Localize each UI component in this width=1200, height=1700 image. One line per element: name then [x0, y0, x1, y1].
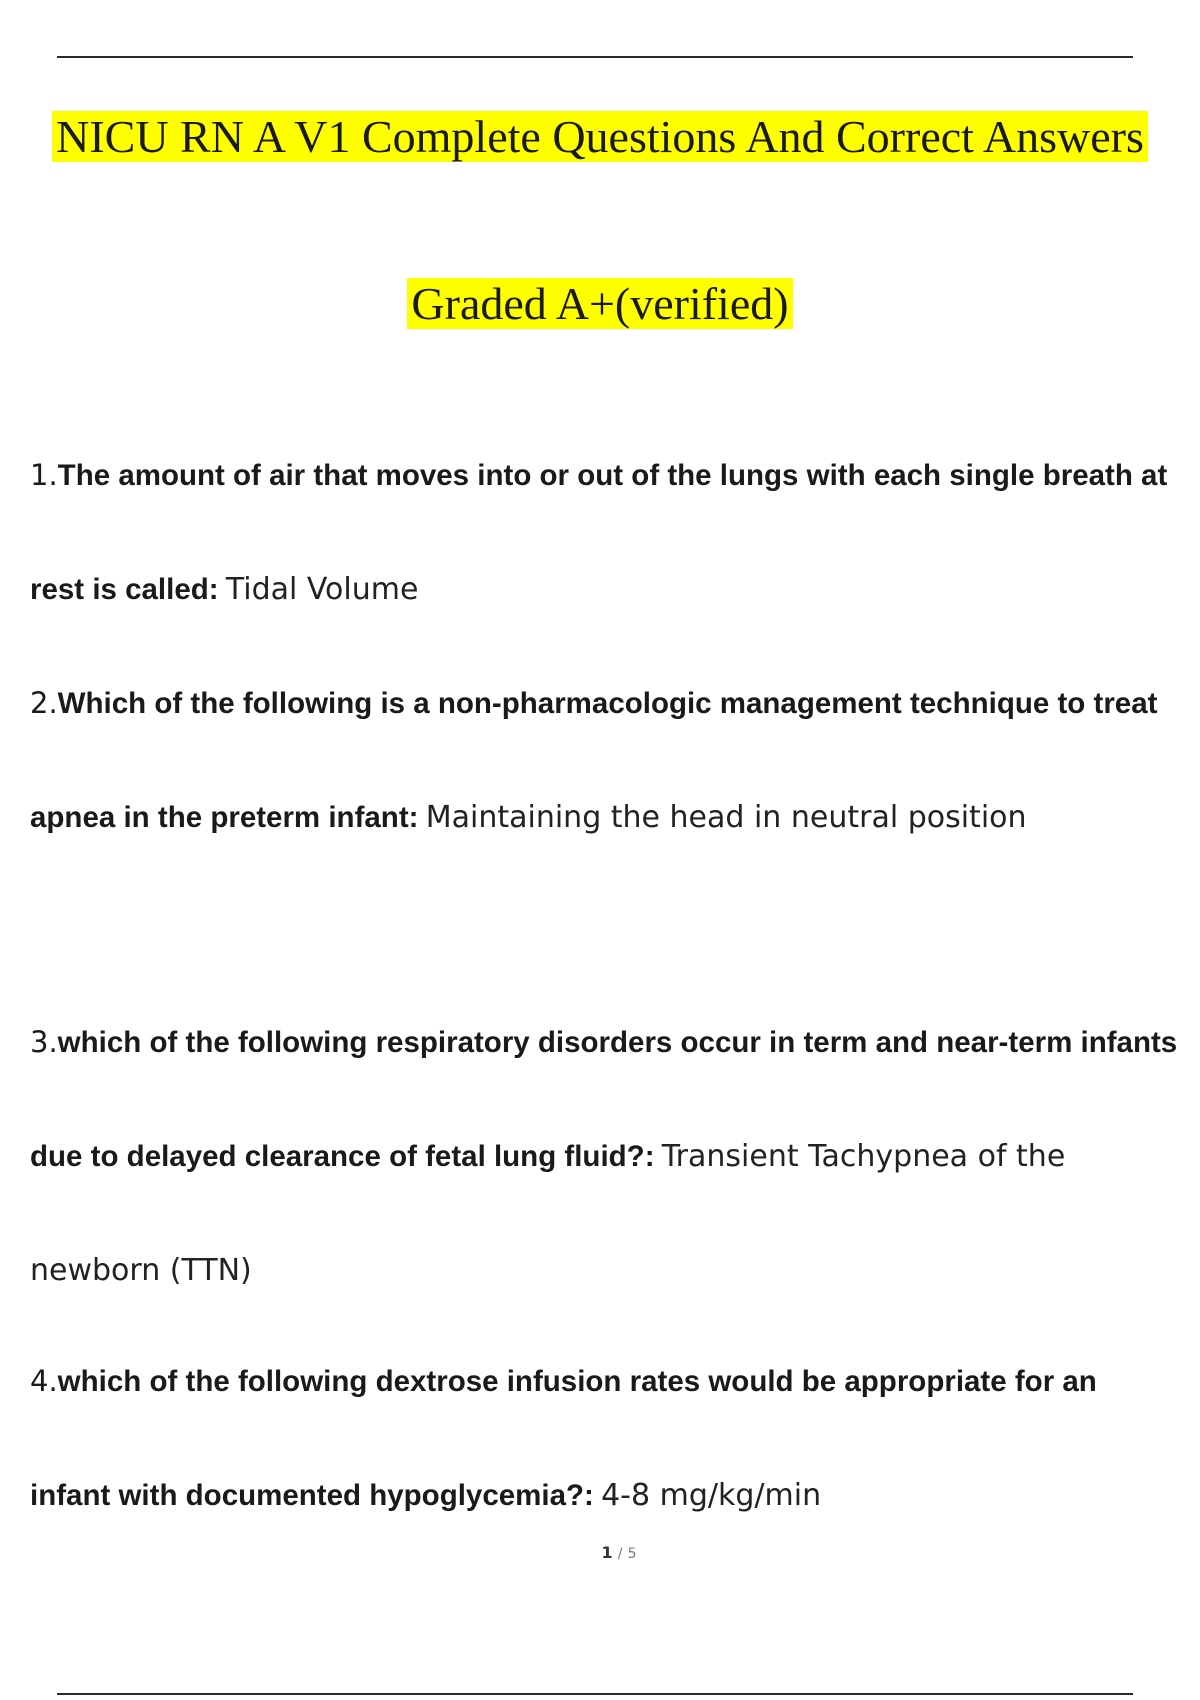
question-item-3	[30, 986, 1180, 1328]
bottom-rule	[57, 1693, 1133, 1695]
question-item-4	[30, 1325, 1180, 1553]
total-pages: 5	[627, 1546, 637, 1562]
title-line-2	[0, 276, 1200, 332]
page-indicator	[0, 1543, 1200, 1562]
question-text: Which of the following is a non-pharmacologic management technique to treat apnea in the preterm infant:	[30, 687, 1158, 834]
current-page: 1	[601, 1543, 613, 1562]
title-highlight-2: Graded A+(verified)	[407, 278, 792, 329]
top-rule	[57, 56, 1133, 58]
question-item-1	[30, 419, 1180, 647]
question-number: 3.	[30, 1025, 58, 1059]
answer-text: Transient Tachypnea of the newborn (TTN)	[30, 1139, 1066, 1288]
question-number: 4.	[30, 1364, 58, 1398]
answer-text: 4-8 mg/kg/min	[601, 1478, 822, 1513]
title-line-1	[0, 109, 1200, 165]
title-highlight-1: NICU RN A V1 Complete Questions And Correct Answers	[52, 111, 1148, 162]
question-number: 1.	[30, 458, 58, 492]
answer-text: Tidal Volume	[225, 572, 419, 607]
question-text: which of the following dextrose infusion rates would be appropriate for an infant with documented hypoglycemia?:	[30, 1365, 1097, 1512]
answer-text: Maintaining the head in neutral position	[425, 800, 1027, 835]
page-separator: /	[617, 1546, 623, 1562]
question-item-2	[30, 647, 1180, 875]
question-text: which of the following respiratory disorders occur in term and near-term infants due to delayed clearance of fetal lung fluid?:	[30, 1026, 1178, 1173]
question-number: 2.	[30, 686, 58, 720]
question-text: The amount of air that moves into or out of the lungs with each single breath at rest is called:	[30, 459, 1168, 606]
